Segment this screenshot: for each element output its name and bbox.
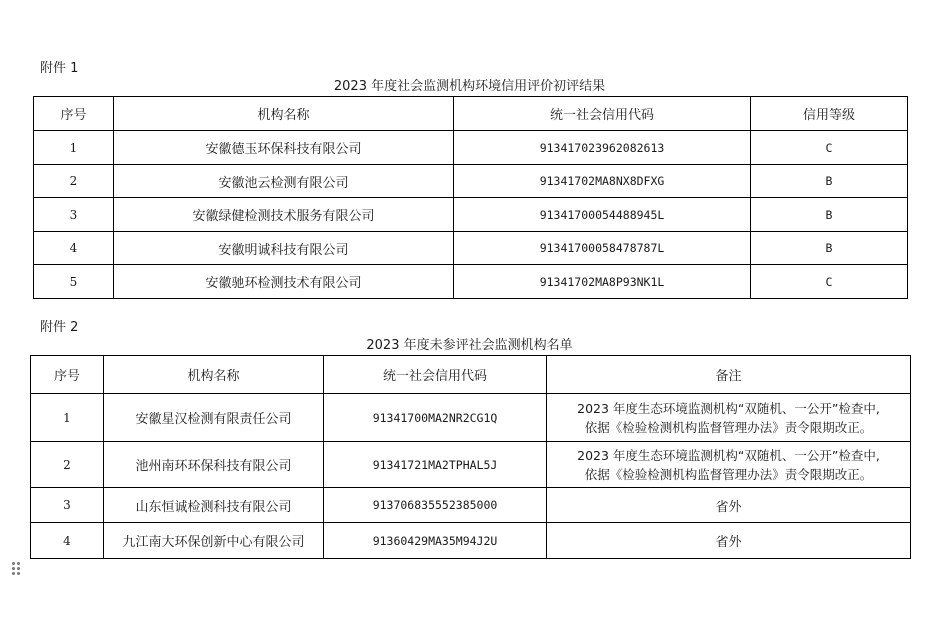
row-credit-grade: B [751, 232, 908, 265]
row-remarks: 省外 [547, 488, 911, 523]
table-row [34, 198, 908, 232]
row-serial: 5 [34, 265, 114, 299]
header-org-name: 机构名称 [114, 97, 454, 131]
header-remarks: 备注 [547, 356, 911, 394]
header-org-name: 机构名称 [104, 356, 324, 394]
row-serial: 1 [34, 131, 114, 165]
table-row [34, 265, 908, 299]
header-serial: 序号 [31, 356, 104, 394]
row-credit-code: 913417023962082613 [454, 131, 751, 165]
row-credit-code: 91341702MA8NX8DFXG [454, 165, 751, 198]
row-remarks [547, 394, 911, 442]
annex1-label: 附件 1 [40, 61, 79, 76]
row-credit-code: 91341700058478787L [454, 232, 751, 265]
row-credit-code: 91341700MA2NR2CG1Q [324, 394, 547, 442]
table-row [34, 165, 908, 198]
row-credit-grade: B [751, 165, 908, 198]
row-remarks [547, 442, 911, 488]
annex2-label: 附件 2 [40, 320, 79, 335]
row-serial: 3 [34, 198, 114, 232]
row-org-name: 九江南大环保创新中心有限公司 [104, 523, 324, 559]
row-credit-code: 91341721MA2TPHAL5J [324, 442, 547, 488]
row-org-name: 安徽池云检测有限公司 [114, 165, 454, 198]
annex2-header-row [31, 356, 911, 394]
table-row [34, 232, 908, 265]
table-row [31, 488, 911, 523]
remark-line-2: 依据《检验检测机构监督管理办法》责令限期改正。 [584, 466, 873, 482]
table-row [31, 442, 911, 488]
row-serial: 4 [34, 232, 114, 265]
table-row [31, 523, 911, 559]
remark-line-1: 2023 年度生态环境监测机构“双随机、一公开”检查中, [577, 400, 880, 416]
row-credit-code: 91360429MA35M94J2U [324, 523, 547, 559]
row-serial: 2 [31, 442, 104, 488]
header-credit-grade: 信用等级 [751, 97, 908, 131]
remark-line-1: 2023 年度生态环境监测机构“双随机、一公开”检查中, [577, 447, 880, 463]
table-row [34, 131, 908, 165]
table-row [31, 394, 911, 442]
header-credit-code: 统一社会信用代码 [324, 356, 547, 394]
row-org-name: 安徽明诚科技有限公司 [114, 232, 454, 265]
row-remarks: 省外 [547, 523, 911, 559]
row-org-name: 安徽德玉环保科技有限公司 [114, 131, 454, 165]
row-serial: 2 [34, 165, 114, 198]
row-org-name: 安徽星汉检测有限责任公司 [104, 394, 324, 442]
annex1-title: 2023 年度社会监测机构环境信用评价初评结果 [333, 79, 606, 94]
row-serial: 3 [31, 488, 104, 523]
row-credit-grade: C [751, 265, 908, 299]
row-org-name: 安徽绿健检测技术服务有限公司 [114, 198, 454, 232]
row-org-name: 安徽驰环检测技术有限公司 [114, 265, 454, 299]
annex1-header-row [34, 97, 908, 131]
row-serial: 4 [31, 523, 104, 559]
row-org-name: 池州南环环保科技有限公司 [104, 442, 324, 488]
row-credit-code: 91341700054488945L [454, 198, 751, 232]
remark-line-2: 依据《检验检测机构监督管理办法》责令限期改正。 [584, 419, 873, 435]
header-credit-code: 统一社会信用代码 [454, 97, 751, 131]
annex2-table [30, 355, 911, 559]
row-serial: 1 [31, 394, 104, 442]
row-credit-grade: B [751, 198, 908, 232]
drag-handle-icon[interactable] [12, 562, 22, 576]
annex1-table [33, 96, 908, 299]
header-serial: 序号 [34, 97, 114, 131]
row-org-name: 山东恒诚检测科技有限公司 [104, 488, 324, 523]
row-credit-code: 913706835552385000 [324, 488, 547, 523]
row-credit-grade: C [751, 131, 908, 165]
row-credit-code: 91341702MA8P93NK1L [454, 265, 751, 299]
annex2-title: 2023 年度未参评社会监测机构名单 [366, 338, 573, 353]
